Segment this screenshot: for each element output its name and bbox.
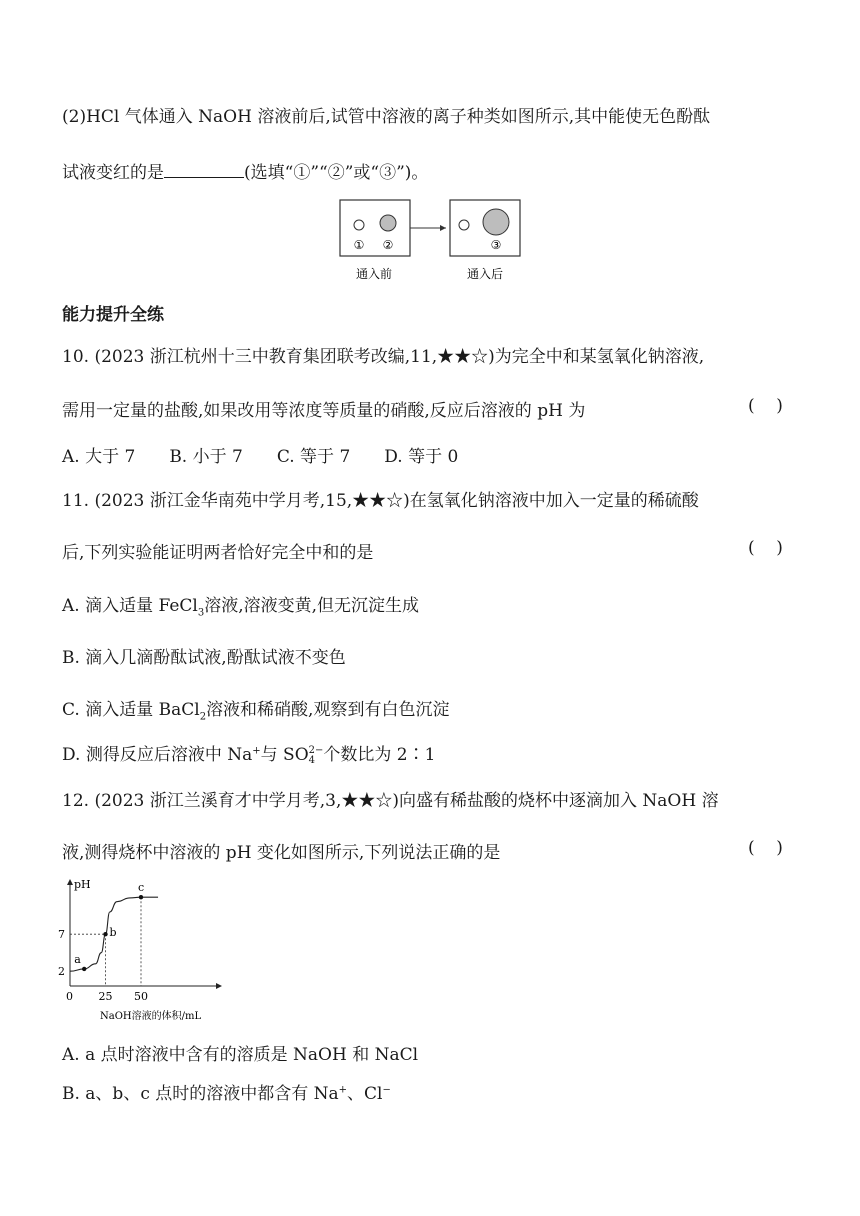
- x-origin-label: 0: [66, 990, 73, 1003]
- q9-part2-line1: (2)HCl 气体通入 NaOH 溶液前后,试管中溶液的离子种类如图所示,其中能使无色酚酞: [62, 107, 711, 127]
- answer-blank: [164, 163, 244, 178]
- ion-mark-1: ①: [353, 238, 365, 252]
- y-tick-7: 7: [58, 928, 65, 942]
- q10-option-a: A. 大于 7: [62, 447, 136, 467]
- q12-option-b-mid: 、Cl: [347, 1084, 383, 1104]
- q10-line2: 需用一定量的盐酸,如果改用等浓度等质量的硝酸,反应后溶液的 pH 为: [62, 401, 586, 421]
- q11-option-d-sub: 4: [308, 754, 316, 766]
- q10-option-d: D. 等于 0: [384, 447, 459, 467]
- q11-line1: 11. (2023 浙江金华南苑中学月考,15,★★☆)在氢氧化钠溶液中加入一定量的稀硫酸: [62, 491, 699, 511]
- q9-part2-line2: [62, 158, 428, 183]
- point-b: [103, 932, 107, 936]
- x-tick-25: 25: [98, 990, 113, 1003]
- q12-option-a: A. a 点时溶液中含有的溶质是 NaOH 和 NaCl: [62, 1045, 419, 1065]
- ion-circle-3: [483, 209, 509, 235]
- ph-chart: [56, 872, 236, 1024]
- ion-mark-2: ②: [382, 238, 394, 252]
- point-c: [139, 895, 143, 899]
- point-a: [82, 967, 86, 971]
- q11-option-c-sub: 2: [199, 711, 207, 723]
- q11-option-a: [62, 591, 419, 618]
- ion-figure: [338, 198, 524, 288]
- x-axis-label: NaOH溶液的体积/mL: [100, 1011, 202, 1022]
- q11-line2: 后,下列实验能证明两者恰好完全中和的是: [62, 543, 374, 563]
- q10-answer-paren: ( ): [748, 396, 783, 416]
- q9-part2-line2-after: (选填“①”“②”或“③”)。: [244, 163, 429, 183]
- ion-circle-1-after: [459, 220, 469, 230]
- q11-option-c: [62, 695, 449, 722]
- q11-option-d: [62, 740, 435, 766]
- x-tick-50: 50: [134, 990, 148, 1003]
- q11-option-b: B. 滴入几滴酚酞试液,酚酞试液不变色: [62, 648, 346, 668]
- q11-option-a-sub: 3: [197, 607, 205, 619]
- q12-answer-paren: ( ): [748, 838, 783, 858]
- before-box: [340, 200, 410, 256]
- q12-line1: 12. (2023 浙江兰溪育才中学月考,3,★★☆)向盛有稀盐酸的烧杯中逐滴加入 NaOH 溶: [62, 791, 719, 811]
- sulfate-script: [309, 746, 324, 766]
- q10-option-b: B. 小于 7: [169, 447, 243, 467]
- q11-option-d-rest: 个数比为 2∶1: [323, 745, 436, 765]
- ion-circle-1: [354, 220, 364, 230]
- q10-option-c: C. 等于 7: [276, 447, 351, 467]
- q11-option-a-text: A. 滴入适量 FeCl: [62, 596, 198, 616]
- q10-options: [62, 442, 458, 467]
- point-label-c: c: [138, 881, 145, 895]
- q12-option-b: [62, 1079, 391, 1104]
- section-title: 能力提升全练: [62, 305, 164, 325]
- q11-option-d-mid: 与 SO: [260, 745, 309, 765]
- q11-option-a-rest: 溶液,溶液变黄,但无沉淀生成: [204, 596, 420, 616]
- q10-line1: 10. (2023 浙江杭州十三中教育集团联考改编,11,★★☆)为完全中和某氢氧化钠溶液,: [62, 347, 705, 367]
- q12-option-b-sup: +: [338, 1084, 348, 1096]
- ion-mark-3: ③: [490, 238, 502, 252]
- y-tick-2: 2: [58, 965, 65, 979]
- after-caption: 通入后: [466, 267, 504, 281]
- q12-option-b-sup2: −: [382, 1084, 391, 1096]
- before-caption: 通入前: [355, 267, 393, 281]
- ion-circle-2: [380, 215, 396, 231]
- q9-part2-line2-before: 试液变红的是: [62, 163, 164, 183]
- arrow-head: [440, 225, 446, 231]
- q11-option-d-text: D. 测得反应后溶液中 Na: [62, 745, 253, 765]
- q11-option-d-sup2: 2−: [308, 744, 324, 756]
- q12-option-b-text: B. a、b、c 点时的溶液中都含有 Na: [62, 1084, 339, 1104]
- q12-line2: 液,测得烧杯中溶液的 pH 变化如图所示,下列说法正确的是: [62, 843, 501, 863]
- q11-option-d-sup: +: [252, 745, 261, 757]
- point-label-a: a: [74, 952, 81, 966]
- y-axis-label: pH: [74, 878, 91, 891]
- q11-option-c-text: C. 滴入适量 BaCl: [62, 700, 200, 720]
- q11-option-c-rest: 溶液和稀硝酸,观察到有白色沉淀: [206, 700, 450, 720]
- point-label-b: b: [109, 926, 117, 940]
- q11-answer-paren: ( ): [748, 538, 783, 558]
